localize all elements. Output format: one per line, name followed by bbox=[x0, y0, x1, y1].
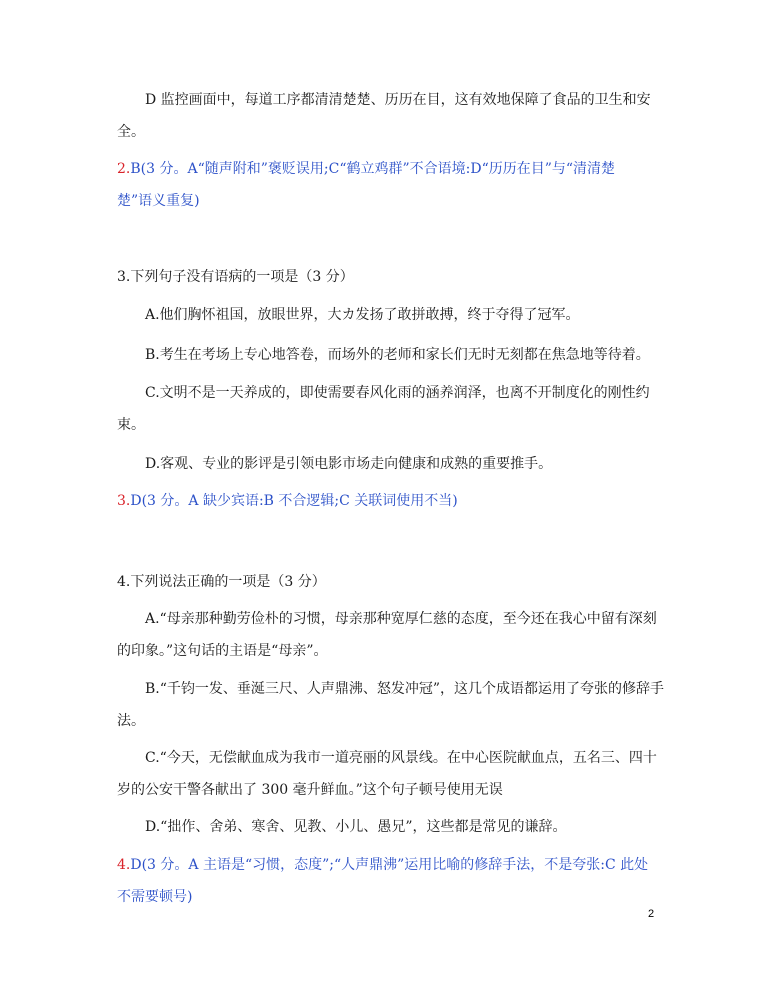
q2-answer-line2: 楚”语义重复) bbox=[117, 193, 200, 209]
q2-answer-number: 2. bbox=[117, 161, 131, 177]
q3-answer-number: 3. bbox=[117, 493, 131, 509]
q4-option-d: D.“拙作、舍弟、寒舍、见教、小儿、愚兄”，这些都是常见的谦辞。 bbox=[145, 819, 567, 835]
q4-option-c-line1: C.“今天，无偿献血成为我市一道亮丽的风景线。在中心医院献血点，五名三、四十 bbox=[145, 750, 657, 766]
q4-option-b-line1: B.“千钧一发、垂涎三尺、人声鼎沸、怒发冲冠”，这几个成语都运用了夸张的修辞手 bbox=[145, 681, 665, 697]
q2-answer-text: B(3 分。A“随声附和”褒贬误用;C“鹤立鸡群”不合语境:D“历历在目”与“清清楚 bbox=[130, 161, 616, 177]
q3-stem: 3.下列句子没有语病的一项是（3 分） bbox=[117, 269, 354, 285]
q3-answer-text: D(3 分。A 缺少宾语:B 不合逻辑;C 关联词使用不当) bbox=[130, 493, 458, 509]
q3-option-c-line2: 束。 bbox=[117, 417, 145, 433]
q3-option-c-line1: C.文明不是一天养成的，即使需要春风化雨的涵养润泽，也离不开制度化的刚性约 bbox=[145, 385, 650, 401]
q3-option-a: A.他们胸怀祖国，放眼世界，大カ发扬了敢拼敢搏，终于夺得了冠军。 bbox=[145, 307, 580, 323]
q4-answer-text: D(3 分。A 主语是“习惯，态度”;“人声鼎沸”运用比喻的修辞手法，不是夸张:C 此处 bbox=[130, 857, 649, 873]
q4-answer-number: 4. bbox=[117, 857, 131, 873]
q4-option-a-line2: 的印象。”这句话的主语是“母亲”。 bbox=[117, 643, 328, 659]
q4-option-c-line2: 岁的公安干警各献出了 300 毫升鲜血。”这个句子顿号使用无误 bbox=[117, 782, 503, 798]
q2-option-d-line2: 全。 bbox=[117, 124, 145, 140]
q4-answer-line1 bbox=[117, 849, 648, 881]
q3-option-d: D.客观、专业的影评是引领电影市场走向健康和成熟的重要推手。 bbox=[145, 456, 553, 472]
q4-option-b-line2: 法。 bbox=[117, 713, 145, 729]
q3-answer bbox=[117, 485, 458, 517]
q4-stem: 4.下列说法正确的一项是（3 分） bbox=[117, 574, 326, 590]
q2-answer-line1 bbox=[117, 153, 615, 185]
q3-option-b: B.考生在考场上专心地答卷，而场外的老师和家长们无时无刻都在焦急地等待着。 bbox=[145, 347, 650, 363]
q4-answer-line2: 不需要顿号) bbox=[117, 889, 193, 905]
page-number: 2 bbox=[648, 908, 655, 920]
q2-option-d-line1: D 监控画面中，每道工序都清清楚楚、历历在目，这有效地保障了食品的卫生和安 bbox=[145, 92, 651, 108]
q4-option-a-line1: A.“母亲那种勤劳俭朴的习惯，母亲那种宽厚仁慈的态度，至今还在我心中留有深刻 bbox=[145, 611, 657, 627]
